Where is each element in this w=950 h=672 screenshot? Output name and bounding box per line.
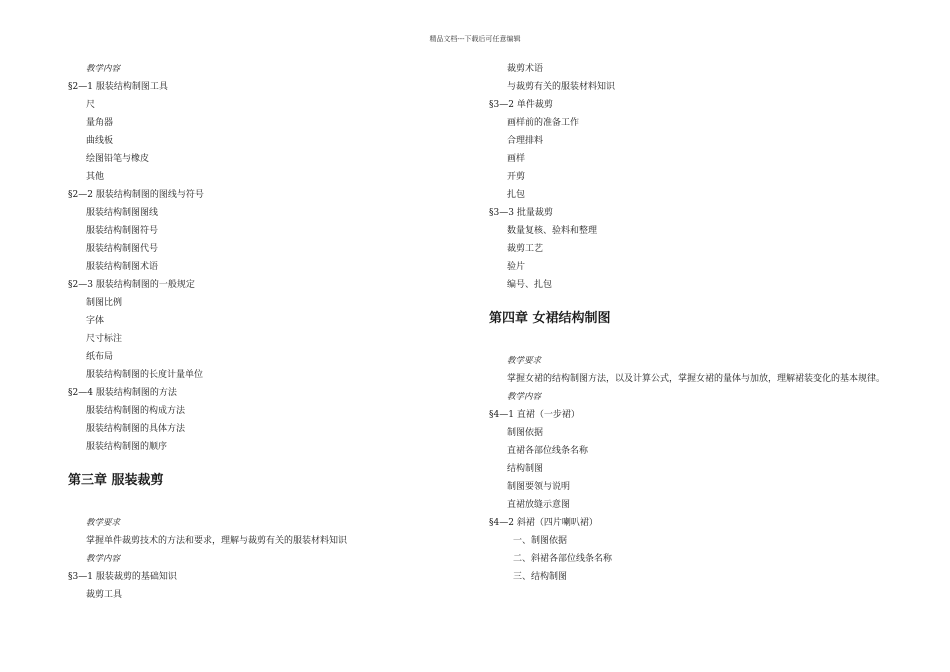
outline-item: 量角器 xyxy=(86,118,114,128)
section-heading: §2—4 服装结构制图的方法 xyxy=(68,388,177,398)
section-label-teaching-content: 教学内容 xyxy=(86,554,121,564)
outline-item: 一、制图依据 xyxy=(513,536,568,546)
section-label-teaching-requirements: 教学要求 xyxy=(86,518,121,528)
outline-item: 字体 xyxy=(86,316,105,326)
section-label-teaching-content: 教学内容 xyxy=(86,64,121,74)
requirement-text: 掌握单件裁剪技术的方法和要求，理解与裁剪有关的服装材料知识 xyxy=(86,536,348,546)
outline-item: 服装结构制图代号 xyxy=(86,244,159,254)
outline-list xyxy=(489,60,889,294)
outline-item: 合理排料 xyxy=(507,136,544,146)
section-heading: §2—1 服装结构制图工具 xyxy=(68,82,168,92)
outline-list xyxy=(489,406,889,586)
outline-item: 画样 xyxy=(507,154,526,164)
outline-item: 扎包 xyxy=(507,190,526,200)
outline-item: 服装结构制图术语 xyxy=(86,262,159,272)
section-label-teaching-content: 教学内容 xyxy=(507,392,542,402)
outline-list xyxy=(68,78,468,456)
outline-item: 验片 xyxy=(507,262,526,272)
outline-item: 画样前的准备工作 xyxy=(507,118,580,128)
outline-item: 制图依据 xyxy=(507,428,544,438)
outline-item: 服装结构制图图线 xyxy=(86,208,159,218)
section-label-teaching-requirements: 教学要求 xyxy=(507,356,542,366)
outline-item: 编号、扎包 xyxy=(507,280,553,290)
left-column xyxy=(68,60,468,604)
section-heading: §2—3 服装结构制图的一般规定 xyxy=(68,280,195,290)
section-heading: §2—2 服装结构制图的图线与符号 xyxy=(68,190,204,200)
outline-item: 开剪 xyxy=(507,172,526,182)
outline-item: 数量复核、验料和整理 xyxy=(507,226,598,236)
outline-item: 与裁剪有关的服装材料知识 xyxy=(507,82,616,92)
requirement-text: 掌握女裙的结构制图方法，以及计算公式，掌握女裙的量体与加放，理解裙装变化的基本规律。 xyxy=(507,374,886,384)
section-heading: §4—1 直裙（一步裙） xyxy=(489,410,580,420)
outline-item: 绘图铅笔与橡皮 xyxy=(86,154,150,164)
outline-item: 制图比例 xyxy=(86,298,123,308)
outline-item: 曲线板 xyxy=(86,136,114,146)
chapter-3-title: 第三章 服装裁剪 xyxy=(68,473,164,488)
outline-item: 纸布局 xyxy=(86,352,114,362)
outline-item: 二、斜裙各部位线条名称 xyxy=(513,554,613,564)
chapter-4-title: 第四章 女裙结构制图 xyxy=(489,311,611,326)
outline-item: 直裙各部位线条名称 xyxy=(507,446,589,456)
outline-item: 制图要领与说明 xyxy=(507,482,571,492)
outline-item: 其他 xyxy=(86,172,105,182)
outline-item: 服装结构制图的具体方法 xyxy=(86,424,186,434)
outline-item: 服装结构制图的顺序 xyxy=(86,442,168,452)
outline-item: 裁剪术语 xyxy=(507,64,544,74)
outline-item: 尺寸标注 xyxy=(86,334,123,344)
page-header-note: 精品文档---下载后可任意编辑 xyxy=(429,35,521,43)
outline-item: 裁剪工具 xyxy=(86,590,123,600)
outline-list xyxy=(68,568,468,604)
outline-item: 服装结构制图的长度计量单位 xyxy=(86,370,204,380)
outline-item: 服装结构制图符号 xyxy=(86,226,159,236)
outline-item: 三、结构制图 xyxy=(513,572,568,582)
outline-item: 结构制图 xyxy=(507,464,544,474)
section-heading: §3—1 服装裁剪的基础知识 xyxy=(68,572,177,582)
outline-item: 尺 xyxy=(86,100,96,110)
outline-item: 裁剪工艺 xyxy=(507,244,544,254)
section-heading: §3—2 单件裁剪 xyxy=(489,100,553,110)
outline-item: 服装结构制图的构成方法 xyxy=(86,406,186,416)
section-heading: §3—3 批量裁剪 xyxy=(489,208,553,218)
section-heading: §4—2 斜裙（四片喇叭裙） xyxy=(489,518,598,528)
outline-item: 直裙放缝示意图 xyxy=(507,500,571,510)
right-column xyxy=(489,60,889,586)
